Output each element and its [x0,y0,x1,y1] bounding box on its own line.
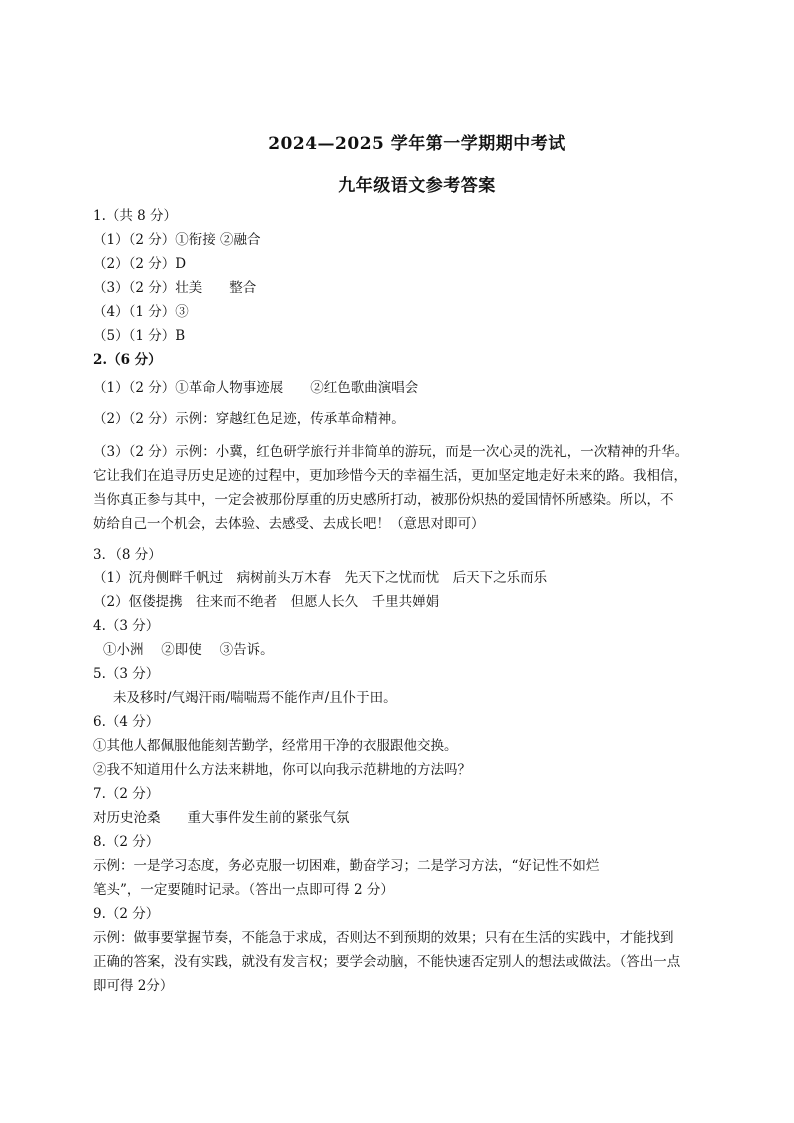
q5-heading: 5.（3 分） [93,666,160,682]
q8-heading: 8.（2 分） [93,834,160,850]
q3-heading: 3．（8 分） [93,547,162,563]
q8-answer-line: 示例：一是学习态度，务必克服一切困难，勤奋学习；二是学习方法，“好记性不如烂 [93,858,600,874]
q4-heading: 4.（3 分） [93,618,160,634]
q1-answer-5: （5）（1 分）B [93,328,186,344]
q2-answer-2: （2）（2 分）示例：穿越红色足迹，传承革命精神。 [93,411,405,427]
q7-answer: 对历史沧桑 重大事件发生前的紧张气氛 [93,810,350,826]
q9-answer-line: 即可得 2分） [93,978,174,994]
q2-answer-3-line: 妨给自己一个机会，去体验、去感受、去成长吧！（意思对即可） [93,516,485,532]
q1-answer-3: （3）（2 分）壮美 整合 [93,280,257,296]
q9-answer-line: 示例：做事要掌握节奏，不能急于求成，否则达不到预期的效果；只有在生活的实践中，才能找到 [93,930,674,946]
q1-answer-1: （1）（2 分）①衔接 ②融合 [93,232,261,248]
q9-heading: 9.（2 分） [93,906,160,922]
q2-answer-1: （1）（2 分）①革命人物事迹展 ②红色歌曲演唱会 [93,380,419,396]
q2-answer-3-line: 当你真正参与其中，一定会被那份厚重的历史感所打动，被那份炽热的爱国情怀所感染。所以，不 [93,492,674,508]
q8-answer [93,854,705,902]
q6-answer-1: ①其他人都佩服他能刻苦勤学，经常用干净的衣服跟他交换。 [93,738,458,754]
q2-heading: 2.（6 分） [93,352,162,368]
q2-answer-3-line: 它让我们在追寻历史足迹的过程中，更加珍惜今天的幸福生活，更加坚定地走好未来的路。我相信， [93,468,687,484]
q3-answer-1: （1）沉舟侧畔千帆过 病树前头万木春 先天下之忧而忧 后天下之乐而乐 [93,570,548,586]
exam-subtitle: 九年级语文参考答案 [338,176,496,196]
q9-answer-line: 正确的答案，没有实践，就没有发言权；要学会动脑，不能快速否定别人的想法或做法。（答出一点 [93,954,681,970]
q4-answer: ①小洲 ②即使 ③告诉。 [103,642,274,658]
q2-answer-3-line: （3）（2 分）示例：小冀，红色研学旅行并非简单的游玩，而是一次心灵的洗礼，一次精神的升华。 [93,444,689,460]
q1-answer-2: （2）（2 分）D [93,256,187,272]
q6-answer-2: ②我不知道用什么方法来耕地，你可以向我示范耕地的方法吗？ [93,762,471,778]
q6-heading: 6.（4 分） [93,714,160,730]
q3-answer-2: （2）伛偻提携 往来而不绝者 但愿人长久 千里共婵娟 [93,594,440,610]
q8-answer-line: 笔头”，一定要随时记录。（答出一点即可得 2 分） [93,882,394,898]
q7-heading: 7.（2 分） [93,786,160,802]
exam-title: 2024—2025 学年第一学期期中考试 [268,134,566,154]
q5-answer: 未及移时/气竭汗雨/喘喘焉不能作声/且仆于田。 [113,690,397,706]
q1-heading: 1.（共 8 分） [93,208,178,224]
q2-answer-3 [93,440,705,536]
q9-answer [93,926,705,998]
q1-answer-4: （4）（1 分）③ [93,304,189,320]
